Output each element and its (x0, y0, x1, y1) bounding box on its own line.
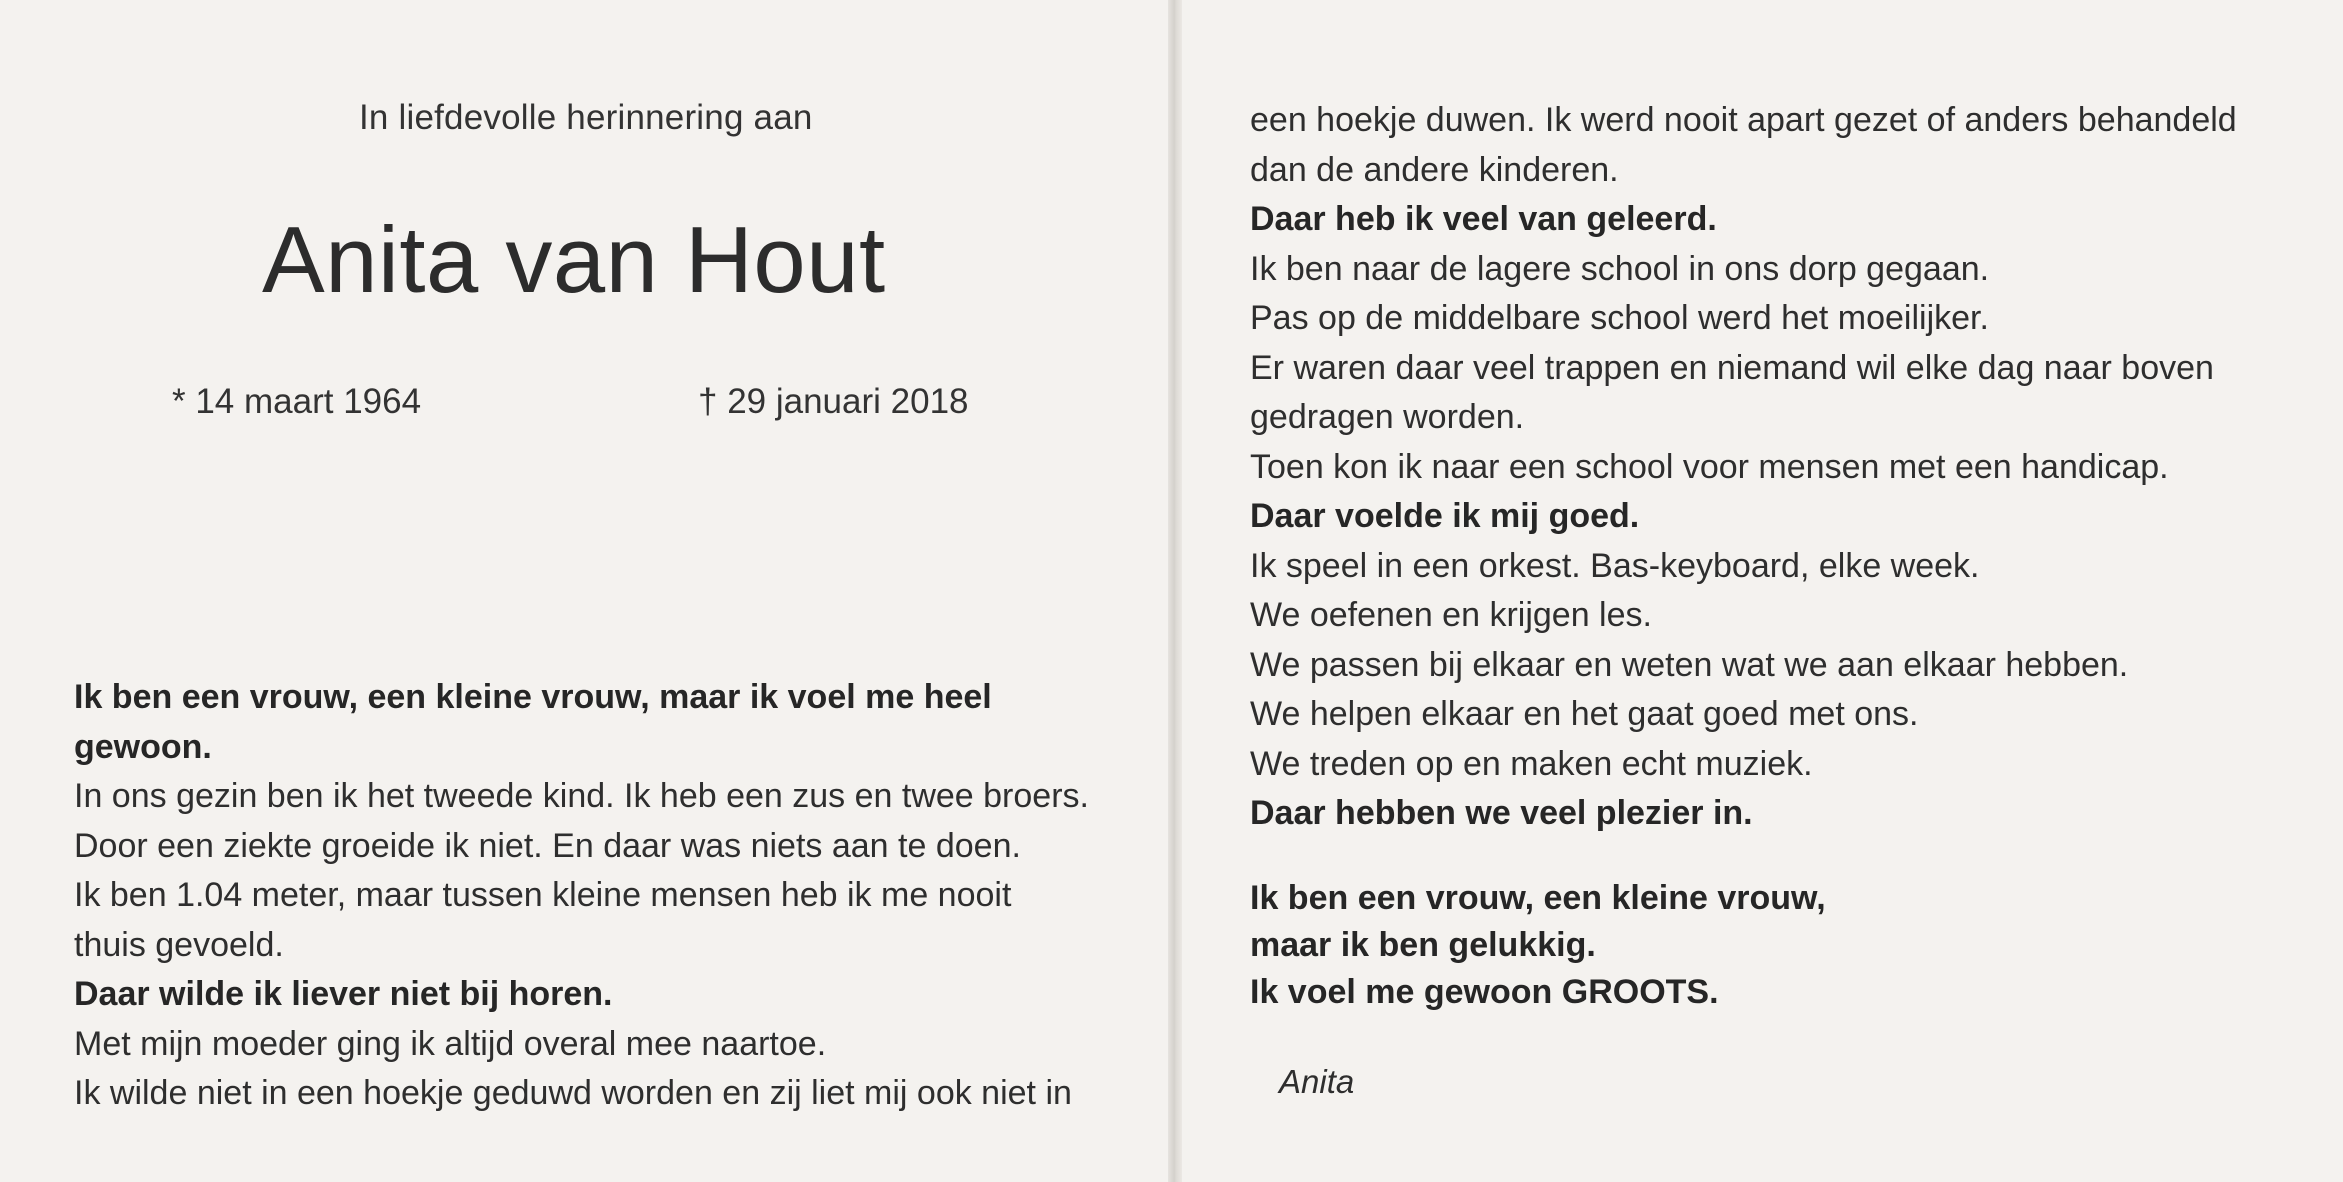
closing-line: maar ik ben gelukkig. (1250, 926, 1596, 964)
closing-stanza (1250, 875, 1826, 1016)
poem-line: Pas op de middelbare school werd het moeilijker. (1250, 299, 1989, 337)
poem-line: Ik ben naar de lagere school in ons dorp gegaan. (1250, 249, 1990, 288)
left-poem-text (74, 673, 1089, 1119)
poem-line: Daar hebben we veel plezier in. (1250, 794, 1753, 832)
poem-line: Door een ziekte groeide ik niet. En daar was niets aan te doen. (74, 826, 1021, 865)
poem-line: We helpen elkaar en het gaat goed met ons. (1250, 695, 1919, 733)
poem-line: Ik wilde niet in een hoekje geduwd worden en zij liet mij ook niet in (74, 1074, 1072, 1112)
poem-line: een hoekje duwen. Ik werd nooit apart gezet of anders behandeld (1250, 101, 2237, 139)
poem-line: Daar voelde ik mij goed. (1250, 497, 1640, 535)
poem-line: In ons gezin ben ik het tweede kind. Ik heb een zus en twee broers. (74, 777, 1089, 815)
poem-line: dan de andere kinderen. (1250, 150, 1619, 189)
signature: Anita (1279, 1063, 1355, 1100)
poem-line: Daar wilde ik liever niet bij horen. (74, 975, 613, 1013)
birth-date: * 14 maart 1964 (172, 382, 422, 421)
death-date: † 29 januari 2018 (698, 382, 969, 421)
poem-line: Ik ben een vrouw, een kleine vrouw, maar ik voel me heel (74, 678, 992, 716)
poem-line: gewoon. (74, 727, 212, 766)
poem-line: We oefenen en krijgen les. (1250, 596, 1652, 634)
poem-line: We passen bij elkaar en weten wat we aan elkaar hebben. (1250, 645, 2129, 684)
poem-line: Toen kon ik naar een school voor mensen met een handicap. (1250, 447, 2169, 486)
poem-line: Er waren daar veel trappen en niemand wil elke dag naar boven (1250, 348, 2214, 387)
poem-line: Ik speel in een orkest. Bas-keyboard, elke week. (1250, 546, 1980, 585)
poem-line: Daar heb ik veel van geleerd. (1250, 200, 1717, 238)
closing-line: Ik ben een vrouw, een kleine vrouw, (1250, 879, 1826, 917)
poem-line: We treden op en maken echt muziek. (1250, 744, 1813, 783)
right-poem-text (1250, 96, 2237, 839)
poem-line: gedragen worden. (1250, 398, 1525, 436)
deceased-name: Anita van Hout (262, 207, 886, 312)
poem-line: Met mijn moeder ging ik altijd overal mee naartoe. (74, 1024, 827, 1063)
card-fold (1168, 0, 1182, 1182)
poem-line: Ik ben 1.04 meter, maar tussen kleine mensen heb ik me nooit (74, 876, 1012, 914)
intro-text: In liefdevolle herinnering aan (359, 98, 813, 137)
closing-line: Ik voel me gewoon GROOTS. (1250, 973, 1719, 1011)
poem-line: thuis gevoeld. (74, 925, 284, 964)
